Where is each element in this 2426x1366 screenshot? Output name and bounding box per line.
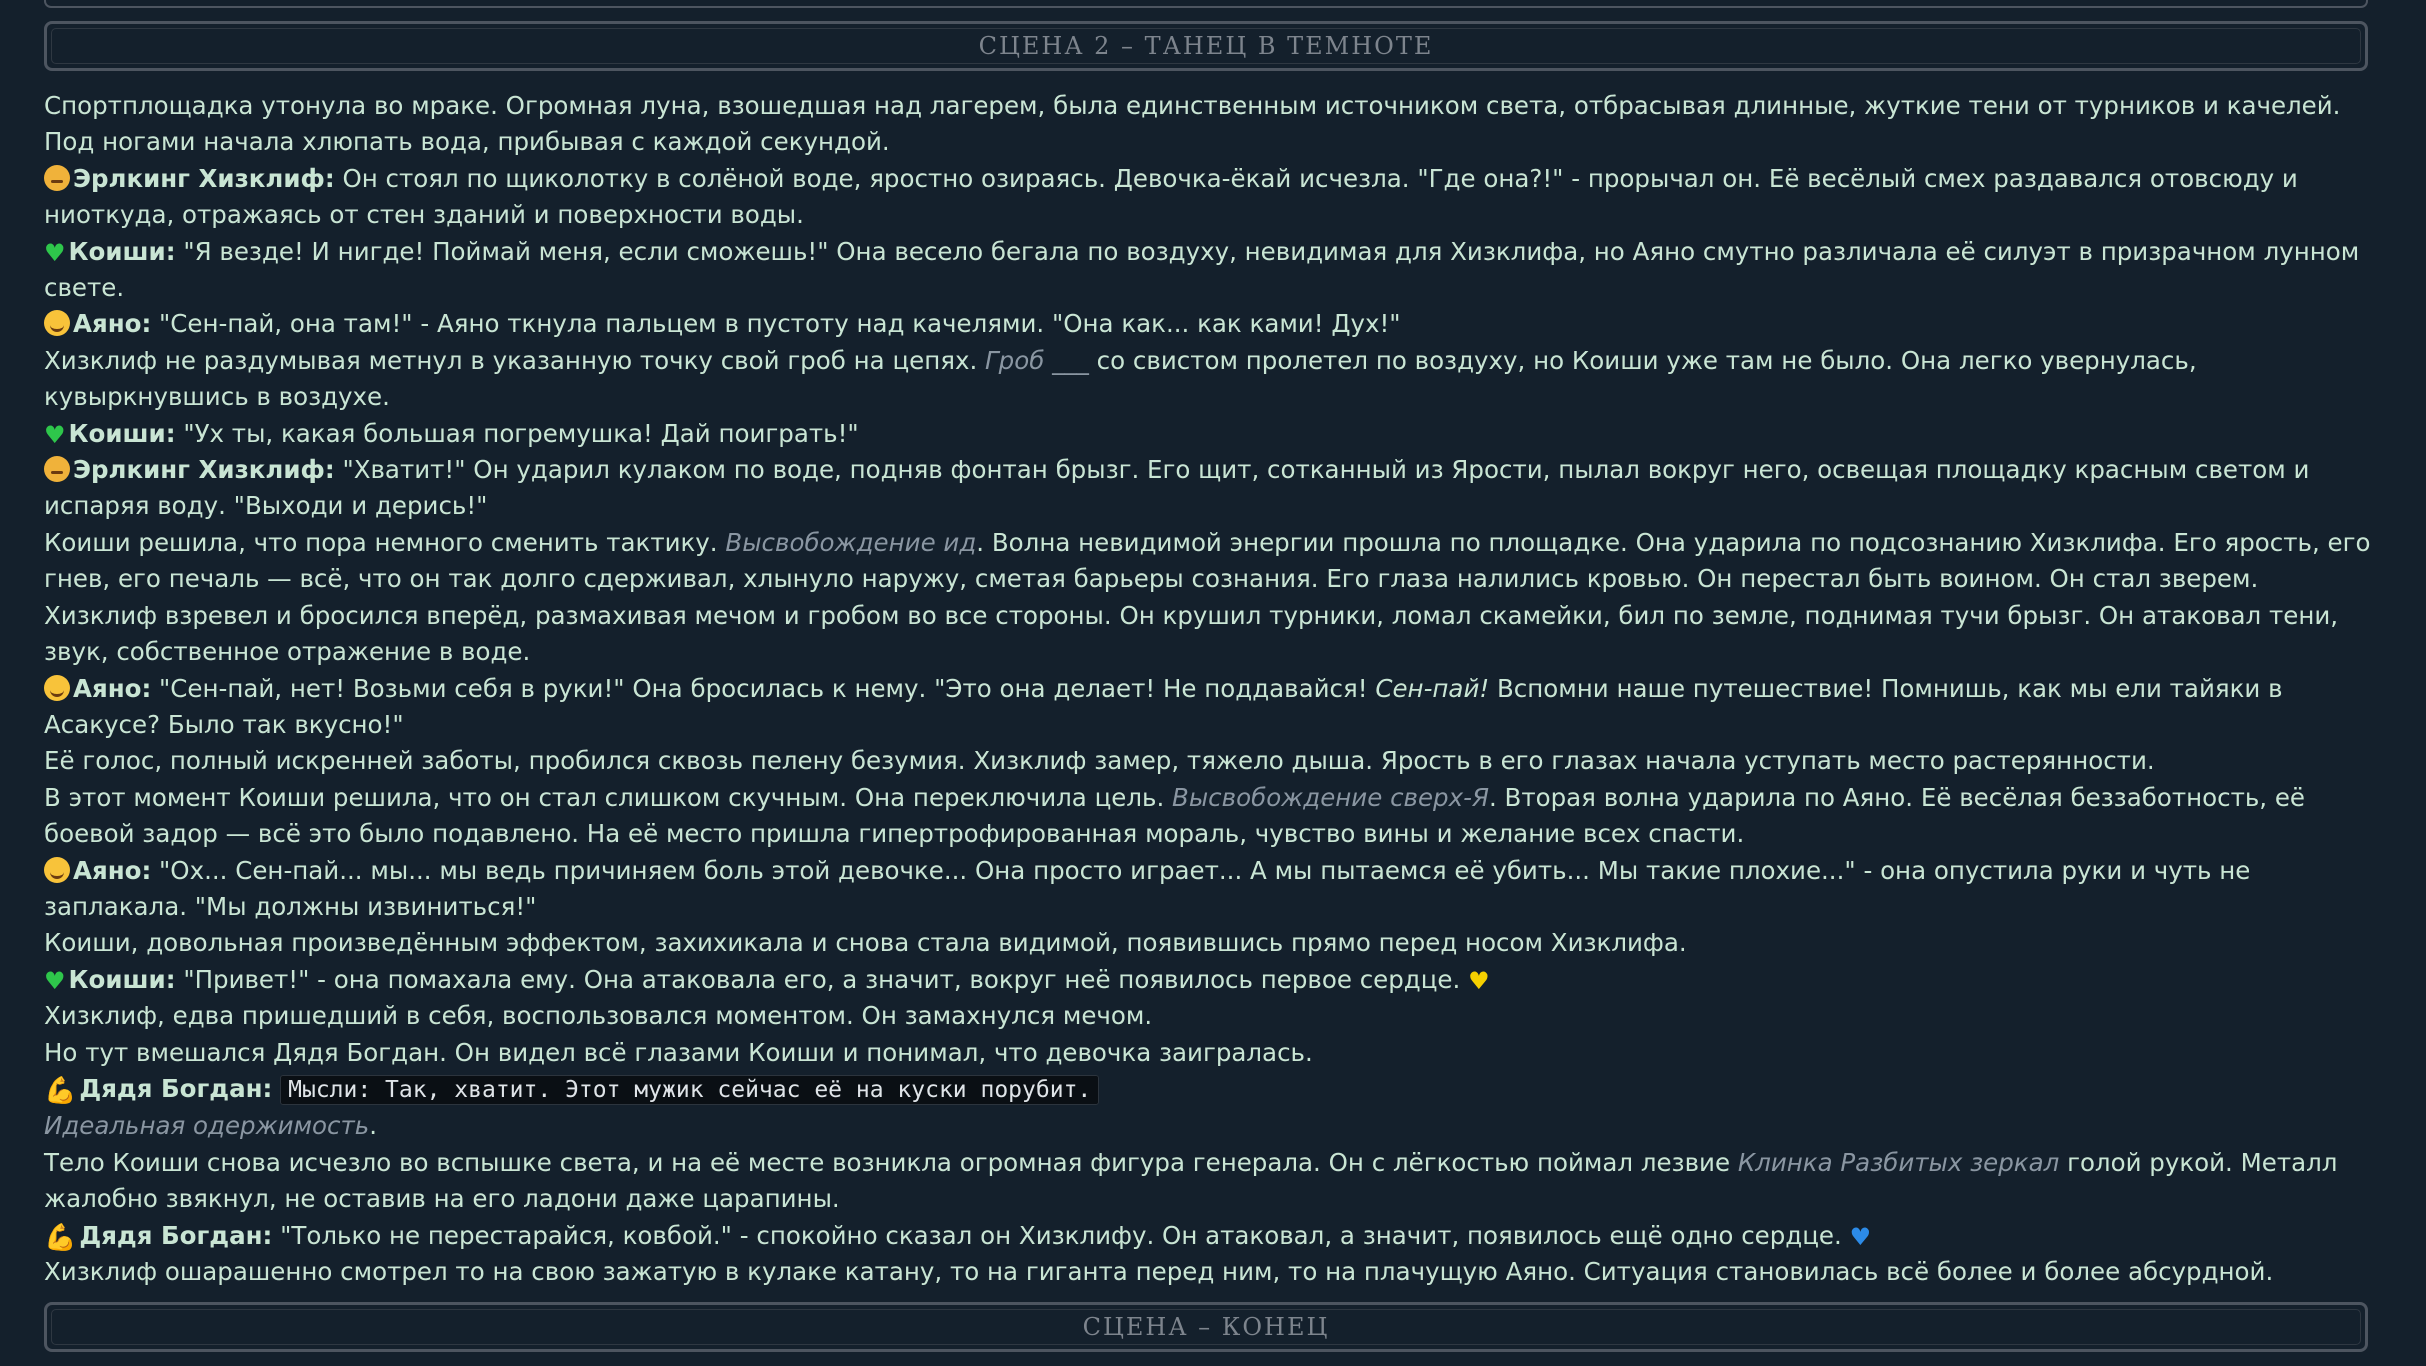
narration-paragraph: Хизклиф взревел и бросился вперёд, размахивая мечом и гробом во все стороны. Он крушил турники, ломал скамейки, бил по земле, поднимая тучи брызг. Он атаковал тени, звук, собственное отражение в воде. [44, 600, 2339, 667]
narration-paragraph: В этот момент Коиши решила, что он стал слишком скучным. Она переключила цель. Высвобождение сверх-Я. Вторая волна ударила по Аяно. Её весёлая беззаботность, её боевой задор — всё это было подавлено. На её место пришла гипертрофированная мораль, чувство вины и желание всех спасти. [44, 782, 2306, 849]
skill-name: Гроб ___ [985, 345, 1089, 375]
dialogue-line-bogdan [44, 1071, 2374, 1108]
angry-face-icon [44, 165, 70, 191]
speaker-name: Аяно: [73, 673, 152, 703]
dialogue-line-koishi: ♥ Коиши: "Я везде! И нигде! Поймай меня, если сможешь!" Она весело бегала по воздуху, невидимая для Хизклифа, но Аяно смутно различала её силуэт в призрачном лунном свете. [44, 236, 2360, 303]
scene-start-title: СЦЕНА 2 – ТАНЕЦ В ТЕМНОТЕ [978, 32, 1434, 60]
dialogue-line-ayano: Аяно: "Сен-пай, она там!" - Аяно ткнула пальцем в пустоту над качелями. "Она как... как ками! Дух!" [44, 306, 2374, 342]
flexed-biceps-icon: 💪 [44, 1075, 77, 1106]
smiling-face-icon [44, 675, 70, 701]
narration-paragraph: Но тут вмешался Дядя Богдан. Он видел всё глазами Коиши и понимал, что девочка заигралась. [44, 1037, 1313, 1067]
scene-end-title: СЦЕНА – КОНЕЦ [1082, 1313, 1330, 1341]
dialogue-line-ayano: Аяно: "Сен-пай, нет! Возьми себя в руки!" Она бросилась к нему. "Это она делает! Не поддавайся! Сен-пай! Вспомни наше путешествие! Помнишь, как мы ели тайяки в Асакусе? Было так вкусно!" [44, 673, 2283, 739]
narration-paragraph: Хизклиф, едва пришедший в себя, воспользовался моментом. Он замахнулся мечом. [44, 1001, 1153, 1031]
green-heart-icon: ♥ [44, 420, 66, 449]
scene-start-banner [44, 21, 2368, 71]
dialogue-line-koishi: ♥ Коиши: "Ух ты, какая большая погремушка! Дай поиграть!" [44, 418, 859, 449]
narration-paragraph: Коиши решила, что пора немного сменить тактику. Высвобождение ид. Волна невидимой энергии прошла по площадке. Она ударила по подсознанию Хизклифа. Его ярость, его гнев, его печаль — всё, что он так долго сдерживал, хлынуло наружу, сметая барьеры сознания. Его глаза налились кровью. Он перестал быть воином. Он стал зверем. [44, 527, 2371, 594]
skill-name: Высвобождение ид [725, 527, 977, 557]
thought-code-block: Мысли: Так, хватит. Этот мужик сейчас её на куски порубит. [280, 1075, 1099, 1105]
skill-name: Клинка Разбитых зеркал [1737, 1147, 2060, 1177]
dialogue-line-heisclif: Эрлкинг Хизклиф: Он стоял по щиколотку в солёной воде, яростно озираясь. Девочка-ёкай исчезла. "Где она?!" - прорычал он. Её весёлый смех раздавался отовсюду и ниоткуда, отражаясь от стен зданий и поверхности воды. [44, 163, 2298, 230]
dialogue-line-heisclif: Эрлкинг Хизклиф: "Хватит!" Он ударил кулаком по воде, подняв фонтан брызг. Его щит, сотканный из Ярости, пылал вокруг него, освещая площадку красным светом и испаряя воду. "Выходи и дерись!" [44, 455, 2310, 521]
dialogue-line-koishi: ♥ Коиши: "Привет!" - она помахала ему. Она атаковала его, а значит, вокруг неё появилось первое сердце. ♥ [44, 964, 1490, 995]
speaker-name: Коиши: [68, 964, 176, 994]
narration-paragraph: Коиши, довольная произведённым эффектом, захихикала и снова стала видимой, появившись прямо перед носом Хизклифа. [44, 928, 1687, 958]
skill-name: Идеальная одержимость [44, 1111, 370, 1141]
yellow-heart-icon: ♥ [1468, 966, 1490, 995]
dialogue-line-bogdan: 💪 Дядя Богдан: "Только не перестарайся, ковбой." - спокойно сказал он Хизклифу. Он атаковал, а значит, появилось ещё одно сердце. ♥ [44, 1220, 1872, 1253]
previous-block-edge [44, 0, 2368, 8]
flexed-biceps-icon: 💪 [44, 1222, 77, 1253]
emphasis-text: Сен-пай! [1375, 673, 1490, 703]
scene-end-banner [44, 1302, 2368, 1352]
narration-paragraph: Хизклиф ошарашенно смотрел то на свою зажатую в кулаке катану, то на гиганта перед ним, то на плачущую Аяно. Ситуация становилась всё более и более абсурдной. [44, 1257, 2274, 1286]
smiling-face-icon [44, 310, 70, 336]
narration-paragraph: Её голос, полный искренней заботы, пробился сквозь пелену безумия. Хизклиф замер, тяжело дыша. Ярость в его глазах начала уступать место растерянности. [44, 746, 2155, 776]
narration-paragraph: Хизклиф не раздумывая метнул в указанную точку свой гроб на цепях. Гроб ___ со свистом пролетел по воздуху, но Коиши уже там не было. Она легко увернулась, кувыркнувшись в воздухе. [44, 345, 2197, 412]
speaker-name: Аяно: [73, 309, 152, 339]
narration-paragraph: Тело Коиши снова исчезло во вспышке света, и на её месте возникла огромная фигура генерала. Он с лёгкостью поймал лезвие Клинка Разбитых зеркал голой рукой. Металл жалобно звякнул, не оставив на его ладони даже царапины. [44, 1147, 2338, 1214]
narration-paragraph: Спортплощадка утонула во мраке. Огромная луна, взошедшая над лагерем, была единственным источником света, отбрасывая длинные, жуткие тени от турников и качелей. Под ногами начала хлюпать вода, прибывая с каждой секундой. [44, 91, 2341, 157]
smiling-face-icon [44, 857, 70, 883]
speaker-name: Эрлкинг Хизклиф: [73, 455, 335, 485]
green-heart-icon: ♥ [44, 238, 66, 267]
dialogue-line-ayano: Аяно: "Ох... Сен-пай... мы... мы ведь причиняем боль этой девочке... Она просто играет... А мы пытаемся её убить... Мы такие плохие..." - она опустила руки и чуть не заплакала. "Мы должны извиниться!" [44, 855, 2251, 921]
skill-name: Высвобождение сверх-Я [1172, 782, 1489, 812]
speaker-name: Дядя Богдан: [79, 1220, 273, 1250]
narration-paragraph: Идеальная одержимость. [44, 1111, 378, 1141]
speaker-name: Аяно: [73, 855, 152, 885]
speaker-name: Эрлкинг Хизклиф: [73, 163, 335, 193]
angry-face-icon [44, 456, 70, 482]
speaker-name: Дядя Богдан: [79, 1073, 273, 1103]
blue-heart-icon: ♥ [1849, 1222, 1872, 1251]
speaker-name: Коиши: [68, 418, 176, 448]
story-text [44, 88, 2374, 1290]
green-heart-icon: ♥ [44, 966, 66, 995]
speaker-name: Коиши: [68, 236, 176, 266]
